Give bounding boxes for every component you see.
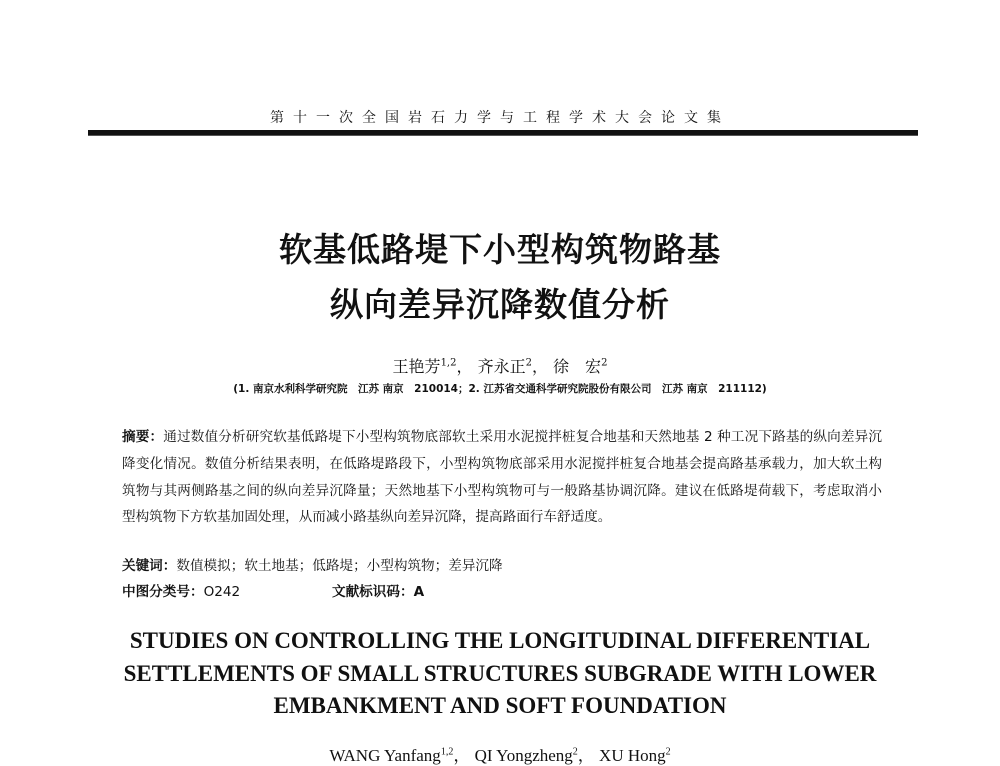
english-title-line-3: EMBANKMENT AND SOFT FOUNDATION: [273, 693, 727, 718]
english-author-sup: 2: [665, 746, 671, 758]
author-sup: 2: [525, 357, 532, 369]
author: 徐 宏: [553, 357, 602, 376]
affiliations: (1. 南京水利科学研究院 江苏 南京 210014；2. 江苏省交通科学研究院股份有限公司 江苏 南京 211112): [233, 383, 767, 395]
document-code-label: 文献标识码：: [332, 584, 414, 600]
english-author: QI Yongzheng: [474, 746, 573, 765]
english-author: XU Hong: [599, 746, 666, 765]
english-title-line-2: SETTLEMENTS OF SMALL STRUCTURES SUBGRADE WITH LOWER: [123, 661, 877, 686]
keywords-label: 关键词：: [122, 558, 177, 574]
author-sup: 2: [601, 357, 608, 369]
header-rule: [88, 130, 918, 136]
english-author-sup: 2: [572, 746, 578, 758]
abstract-label: 摘要：: [122, 429, 164, 445]
classification-label: 中图分类号：: [122, 584, 204, 600]
english-title-line-1: STUDIES ON CONTROLLING THE LONGITUDINAL DIFFERENTIAL: [129, 628, 871, 653]
keywords: [122, 554, 503, 574]
english-authors: WANG Yanfang$^{1,2}$， QI Yongzheng$^2$， XU Hong$^2$: [329, 746, 671, 765]
authors: 王艳芳$^{1,2}$， 齐永正$^2$， 徐 宏$^2$: [392, 357, 608, 376]
running-header: 第十一次全国岩石力学与工程学术大会论文集: [270, 110, 730, 126]
title-line-2: 纵向差异沉降数值分析: [330, 285, 670, 324]
author-sup: 1,2: [440, 357, 457, 369]
title-line-1: 软基低路堤下小型构筑物路基: [279, 230, 721, 269]
classification: [122, 580, 425, 600]
english-author: WANG Yanfang: [329, 746, 441, 765]
abstract-text: 通过数值分析研究软基低路堤下小型构筑物底部软土采用水泥搅拌桩复合地基和天然地基 2 种工况下路基的纵向差异沉降变化情况。数值分析结果表明，在低路堤路段下，小型构筑物底部采用水泥搅拌桩复合地基会提高路基承载力，加大软土构筑物与其两侧路基之间的纵向差异沉降量；天然地基下小型构筑物可与一般路基协调沉降。建议在低路堤荷载下，考虑取消小型构筑物下方软基加固处理，从而减小路基纵向差异沉降，提高路面行车舒适度。: [122, 429, 883, 526]
author: 齐永正: [477, 357, 526, 376]
keywords-text: 数值模拟；软土地基；低路堤；小型构筑物；差异沉降: [176, 558, 503, 574]
classification-value: O242: [203, 584, 241, 600]
abstract: [122, 424, 882, 531]
author: 王艳芳: [392, 357, 441, 376]
document-code-value: A: [413, 584, 425, 600]
english-author-sup: 1,2: [440, 746, 454, 758]
